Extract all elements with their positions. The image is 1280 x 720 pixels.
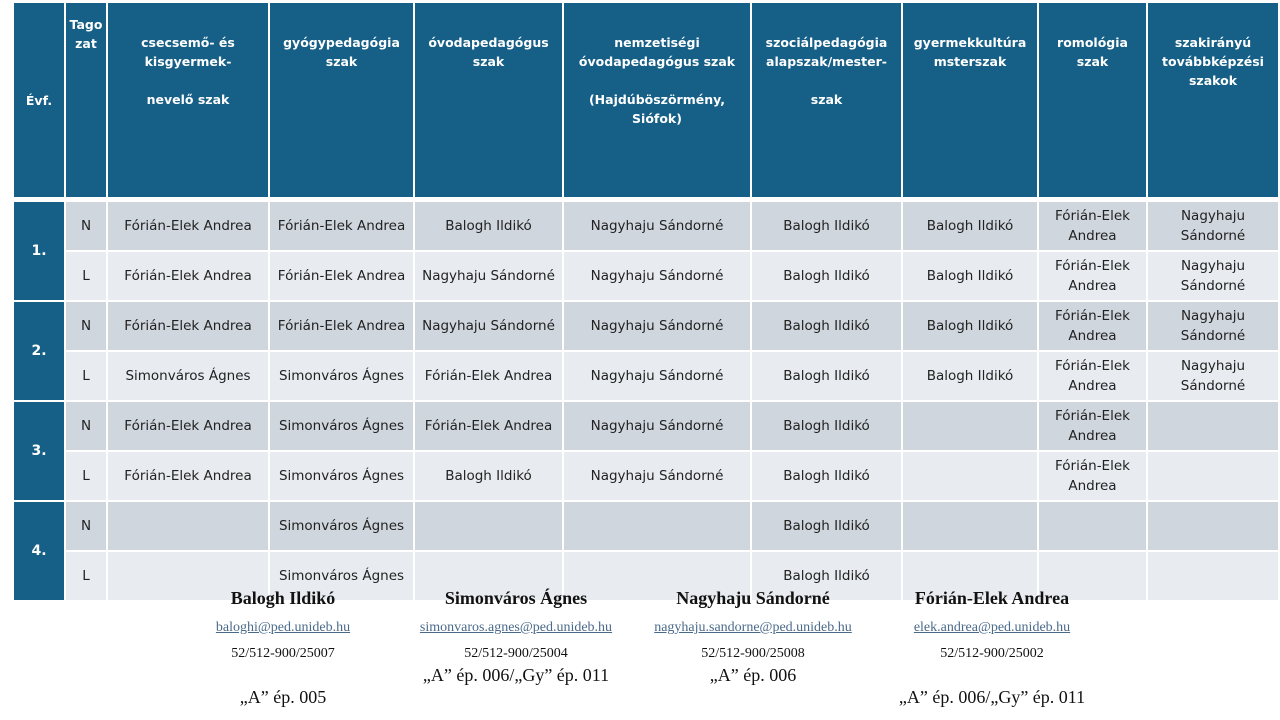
table-cell: Fórián-Elek Andrea xyxy=(269,301,414,351)
header-year: Évf. xyxy=(13,2,65,200)
table-row xyxy=(13,301,1279,351)
contact-card xyxy=(874,584,1110,708)
track-cell: N xyxy=(65,200,107,252)
table-cell: Simonváros Ágnes xyxy=(269,351,414,401)
header-col-5: szociálpedagógia alapszak/mester- szak xyxy=(751,2,902,200)
table-cell xyxy=(563,501,751,551)
table-cell: Balogh Ildikó xyxy=(902,301,1038,351)
table-cell: Fórián-Elek Andrea xyxy=(269,251,414,301)
table-cell xyxy=(414,501,563,551)
table-cell: Fórián-Elek Andrea xyxy=(1038,351,1147,401)
table-cell: Balogh Ildikó xyxy=(751,200,902,252)
table-cell: Fórián-Elek Andrea xyxy=(107,251,269,301)
header-col-8: szakirányú továbbképzési szakok xyxy=(1147,2,1279,200)
contacts-section xyxy=(0,584,1280,720)
track-cell: L xyxy=(65,251,107,301)
table-row xyxy=(13,501,1279,551)
table-cell: Balogh Ildikó xyxy=(751,351,902,401)
year-label: 3. xyxy=(13,401,65,501)
contact-phone: 52/512-900/25002 xyxy=(940,646,1044,661)
year-label: 1. xyxy=(13,200,65,302)
table-cell: Balogh Ildikó xyxy=(751,251,902,301)
table-cell: Fórián-Elek Andrea xyxy=(269,200,414,252)
table-cell: Balogh Ildikó xyxy=(414,200,563,252)
table-cell: Simonváros Ágnes xyxy=(269,551,414,601)
table-cell: Balogh Ildikó xyxy=(414,451,563,501)
table-cell: Balogh Ildikó xyxy=(751,301,902,351)
contact-name: Balogh Ildikó xyxy=(230,588,336,608)
year-label: 4. xyxy=(13,501,65,601)
contact-name: Nagyhaju Sándorné xyxy=(676,588,830,608)
table-row xyxy=(13,200,1279,252)
track-cell: L xyxy=(65,451,107,501)
contact-location: „A” ép. 005 xyxy=(239,687,327,707)
track-cell: L xyxy=(65,551,107,601)
contact-email-link[interactable]: nagyhaju.sandorne@ped.unideb.hu xyxy=(654,620,852,635)
table-cell: Balogh Ildikó xyxy=(751,401,902,451)
contact-location: „A” ép. 006/„Gy” ép. 011 xyxy=(422,665,610,685)
table-cell: Fórián-Elek Andrea xyxy=(1038,251,1147,301)
track-cell: N xyxy=(65,501,107,551)
table-cell: Nagyhaju Sándorné xyxy=(563,200,751,252)
table-cell: Fórián-Elek Andrea xyxy=(1038,200,1147,252)
header-col-6: gyermekkultúra msterszak xyxy=(902,2,1038,200)
table-cell: Fórián-Elek Andrea xyxy=(107,200,269,252)
table-cell: Simonváros Ágnes xyxy=(269,401,414,451)
responsibility-table xyxy=(12,1,1280,602)
table-cell: Nagyhaju Sándorné xyxy=(414,301,563,351)
table-cell: Balogh Ildikó xyxy=(902,351,1038,401)
table-cell: Balogh Ildikó xyxy=(751,451,902,501)
table-cell: Fórián-Elek Andrea xyxy=(1038,451,1147,501)
table-cell xyxy=(1147,451,1279,501)
contact-email-link[interactable]: baloghi@ped.unideb.hu xyxy=(215,620,351,635)
table-cell: Nagyhaju Sándorné xyxy=(563,451,751,501)
table-cell: Fórián-Elek Andrea xyxy=(1038,401,1147,451)
contact-email-link[interactable]: elek.andrea@ped.unideb.hu xyxy=(913,620,1071,635)
contact-card xyxy=(634,584,872,686)
table-cell xyxy=(902,501,1038,551)
table-cell: Fórián-Elek Andrea xyxy=(414,351,563,401)
table-row xyxy=(13,401,1279,451)
table-cell xyxy=(1038,501,1147,551)
table-cell: Nagyhaju Sándorné xyxy=(1147,251,1279,301)
table-cell: Simonváros Ágnes xyxy=(269,451,414,501)
table-cell: Fórián-Elek Andrea xyxy=(107,451,269,501)
header-col-3: óvodapedagógus szak xyxy=(414,2,563,200)
header-track: Tagozat xyxy=(65,2,107,200)
table-cell xyxy=(902,401,1038,451)
table-cell: Balogh Ildikó xyxy=(902,200,1038,252)
track-cell: N xyxy=(65,401,107,451)
contact-card xyxy=(397,584,635,686)
header-row xyxy=(13,2,1279,200)
table-cell: Fórián-Elek Andrea xyxy=(107,401,269,451)
contact-phone: 52/512-900/25008 xyxy=(701,646,805,661)
table-cell: Nagyhaju Sándorné xyxy=(1147,200,1279,252)
header-col-4: nemzetiségi óvodapedagógus szak (Hajdúböszörmény, Siófok) xyxy=(563,2,751,200)
table-cell: Fórián-Elek Andrea xyxy=(107,301,269,351)
table-cell xyxy=(902,451,1038,501)
header-col-2: gyógypedagógia szak xyxy=(269,2,414,200)
table-cell: Simonváros Ágnes xyxy=(269,501,414,551)
table-cell: Nagyhaju Sándorné xyxy=(563,301,751,351)
table-cell: Nagyhaju Sándorné xyxy=(414,251,563,301)
table-row xyxy=(13,351,1279,401)
track-cell: N xyxy=(65,301,107,351)
table-cell xyxy=(1147,401,1279,451)
table-cell xyxy=(1147,501,1279,551)
header-col-7: romológia szak xyxy=(1038,2,1147,200)
contact-card xyxy=(165,584,401,708)
track-cell: L xyxy=(65,351,107,401)
contact-location: „A” ép. 006/„Gy” ép. 011 xyxy=(898,687,1086,707)
header-col-1: csecsemő- és kisgyermek- nevelő szak xyxy=(107,2,269,200)
table-cell: Nagyhaju Sándorné xyxy=(1147,301,1279,351)
contact-email-link[interactable]: simonvaros.agnes@ped.unideb.hu xyxy=(419,620,613,635)
table-row xyxy=(13,451,1279,501)
contact-phone: 52/512-900/25004 xyxy=(464,646,568,661)
contact-location: „A” ép. 006 xyxy=(709,665,797,685)
table-row xyxy=(13,251,1279,301)
contact-name: Simonváros Ágnes xyxy=(444,588,588,608)
table-cell: Balogh Ildikó xyxy=(751,501,902,551)
table-cell: Fórián-Elek Andrea xyxy=(1038,301,1147,351)
table-cell: Nagyhaju Sándorné xyxy=(563,351,751,401)
table-cell: Fórián-Elek Andrea xyxy=(414,401,563,451)
table-cell: Balogh Ildikó xyxy=(751,551,902,601)
table-cell: Nagyhaju Sándorné xyxy=(563,251,751,301)
table-cell: Simonváros Ágnes xyxy=(107,351,269,401)
table-cell xyxy=(107,501,269,551)
contact-phone: 52/512-900/25007 xyxy=(231,646,335,661)
table-cell: Balogh Ildikó xyxy=(902,251,1038,301)
year-label: 2. xyxy=(13,301,65,401)
contact-name: Fórián-Elek Andrea xyxy=(914,588,1070,608)
table-cell: Nagyhaju Sándorné xyxy=(1147,351,1279,401)
table-cell: Nagyhaju Sándorné xyxy=(563,401,751,451)
